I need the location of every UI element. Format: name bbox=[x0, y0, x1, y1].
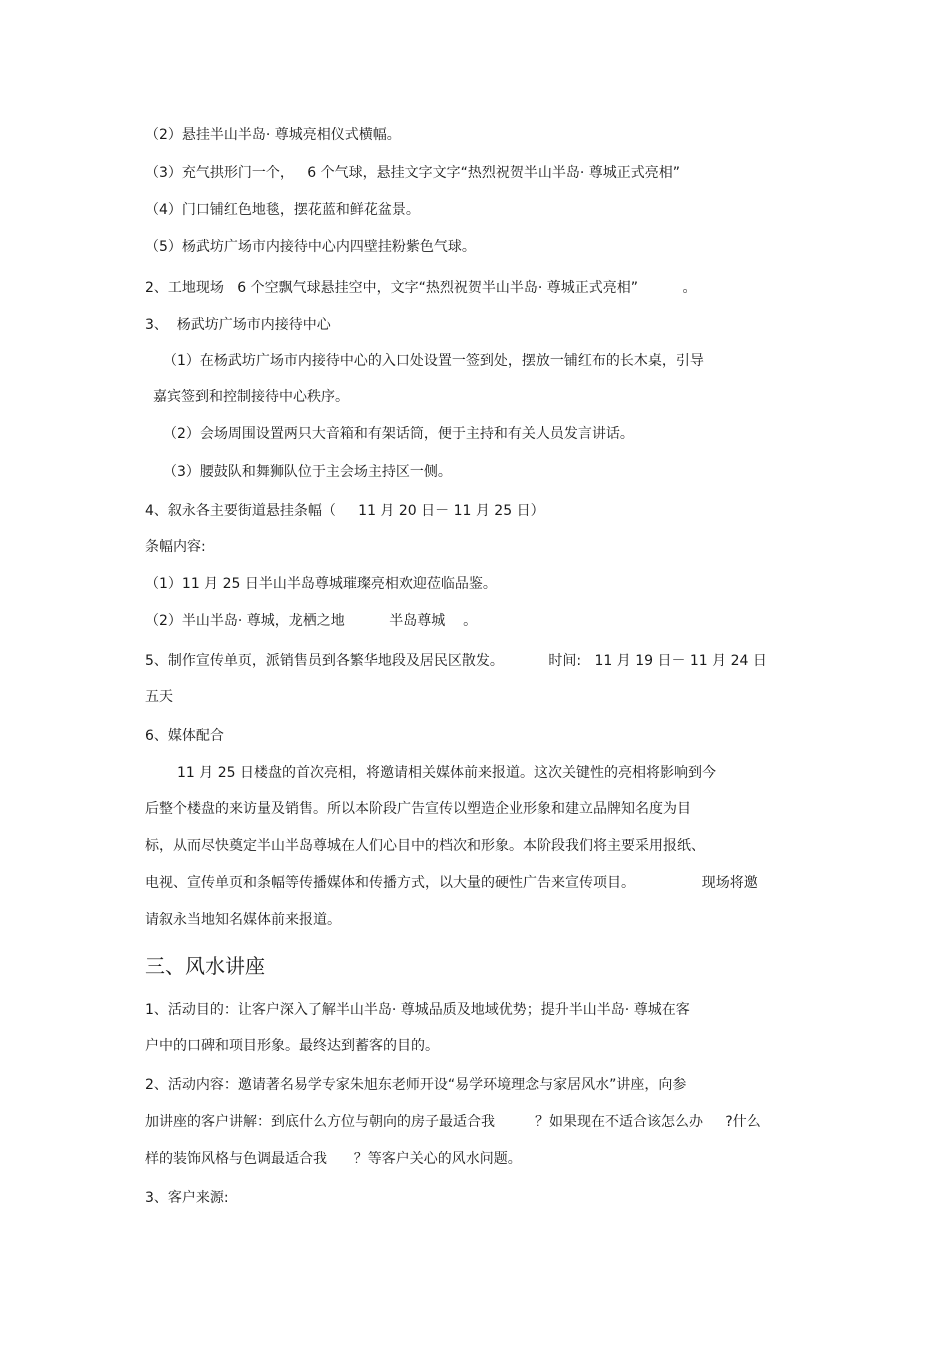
text-line: （1）在杨武坊广场市内接待中心的入口处设置一签到处，摆放一铺红布的长木桌，引导 bbox=[163, 353, 704, 369]
text-line: 4、叙永各主要街道悬挂条幅（ 11 月 20 日－ 11 月 25 日） bbox=[145, 503, 545, 519]
text-line: 请叙永当地知名媒体前来报道。 bbox=[145, 912, 341, 928]
text-line: 样的装饰风格与色调最适合我 ？等客户关心的风水问题。 bbox=[145, 1151, 522, 1167]
text-line: 3、 杨武坊广场市内接待中心 bbox=[145, 317, 331, 333]
text-line: 电视、宣传单页和条幅等传播媒体和传播方式，以大量的硬性广告来宣传项目。 现场将邀 bbox=[145, 875, 758, 891]
text-line: 户中的口碑和项目形象。最终达到蓄客的目的。 bbox=[145, 1038, 439, 1054]
text-line: （3）腰鼓队和舞狮队位于主会场主持区一侧。 bbox=[163, 464, 452, 480]
section-heading: 三、风水讲座 bbox=[145, 954, 265, 978]
text-line: 后整个楼盘的来访量及销售。所以本阶段广告宣传以塑造企业形象和建立品牌知名度为目 bbox=[145, 801, 691, 817]
text-line: 嘉宾签到和控制接待中心秩序。 bbox=[153, 389, 349, 405]
text-line: （2）会场周围设置两只大音箱和有架话筒，便于主持和有关人员发言讲话。 bbox=[163, 426, 634, 442]
text-line: 2、工地现场 6 个空飘气球悬挂空中，文字“热烈祝贺半山半岛· 尊城正式亮相” 。 bbox=[145, 280, 697, 296]
text-line: 条幅内容: bbox=[145, 539, 206, 555]
text-line: 标，从而尽快奠定半山半岛尊城在人们心目中的档次和形象。本阶段我们将主要采用报纸、 bbox=[145, 838, 705, 854]
text-line: 11 月 25 日楼盘的首次亮相，将邀请相关媒体前来报道。这次关键性的亮相将影响到今 bbox=[177, 765, 716, 781]
text-line: （2）半山半岛· 尊城，龙栖之地 半岛尊城 。 bbox=[145, 613, 478, 629]
text-line: （2）悬挂半山半岛· 尊城亮相仪式横幅。 bbox=[145, 127, 401, 143]
text-line: （1）11 月 25 日半山半岛尊城璀璨亮相欢迎莅临品鉴。 bbox=[145, 576, 497, 592]
text-line: 五天 bbox=[145, 689, 173, 705]
text-line: 6、媒体配合 bbox=[145, 728, 224, 744]
text-line: 3、客户来源: bbox=[145, 1190, 229, 1206]
text-line: 5、制作宣传单页，派销售员到各繁华地段及居民区散发。 时间: 11 月 19 日－ 11 月 24 日 bbox=[145, 653, 767, 669]
text-line: 加讲座的客户讲解：到底什么方位与朝向的房子最适合我 ？如果现在不适合该怎么办 ?什么 bbox=[145, 1114, 761, 1130]
text-line: 1、活动目的：让客户深入了解半山半岛· 尊城品质及地域优势；提升半山半岛· 尊城在客 bbox=[145, 1002, 690, 1018]
text-line: （5）杨武坊广场市内接待中心内四壁挂粉紫色气球。 bbox=[145, 239, 476, 255]
text-line: （4）门口铺红色地毯，摆花蓝和鲜花盆景。 bbox=[145, 202, 420, 218]
text-line: 2、活动内容：邀请著名易学专家朱旭东老师开设“易学环境理念与家居风水”讲座，向参 bbox=[145, 1077, 687, 1093]
text-line: （3）充气拱形门一个， 6 个气球，悬挂文字文字“热烈祝贺半山半岛· 尊城正式亮相” bbox=[145, 165, 681, 181]
